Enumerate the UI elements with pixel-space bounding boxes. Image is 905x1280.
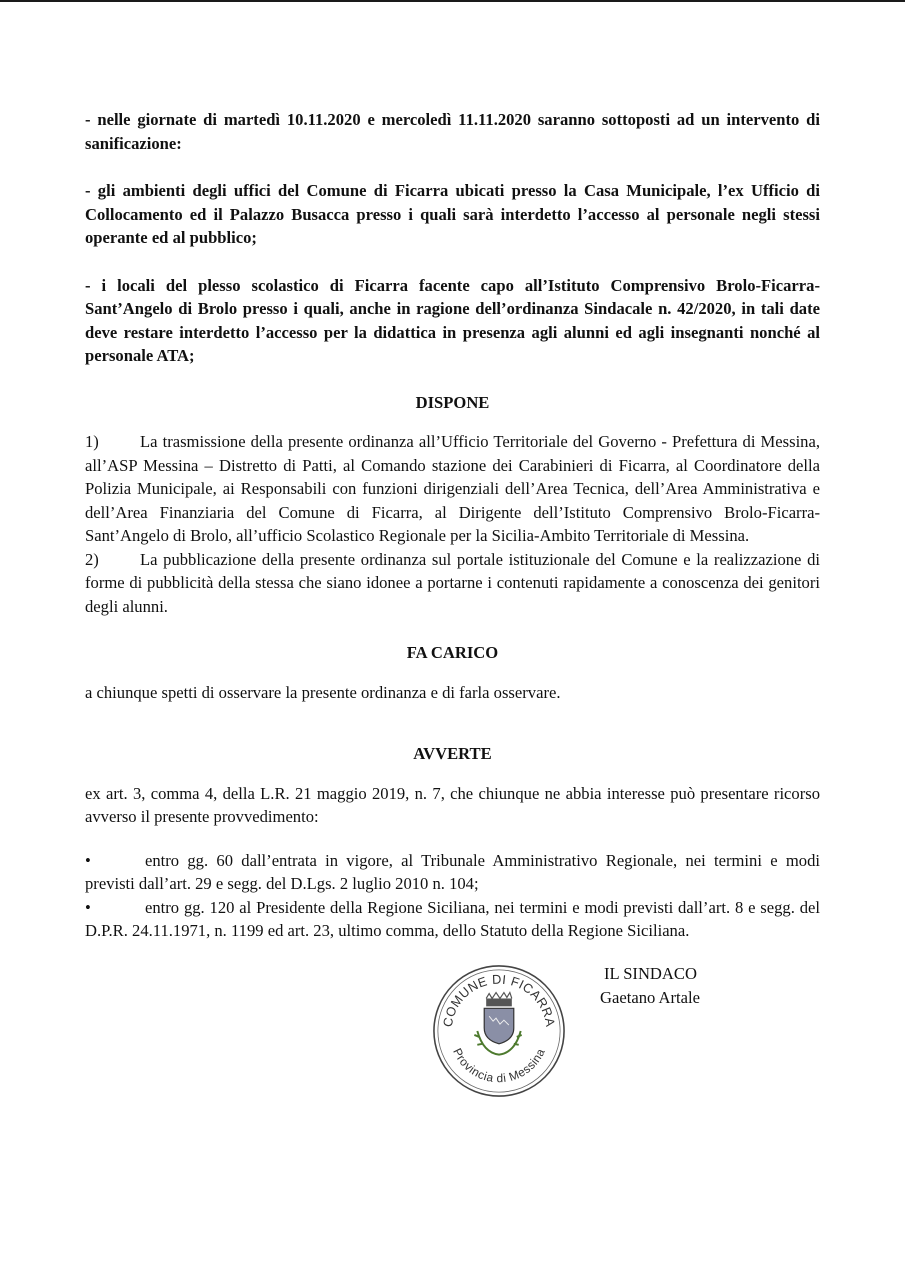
item-text: La pubblicazione della presente ordinanza sul portale istituzionale del Comune e la realizzazione di forme di pubblicità della stessa che siano idonee a portarne i contenuti rapidamente a conoscenza dei genitori degli alunni. [85, 549, 820, 616]
bullet-mark: • [85, 850, 91, 870]
paragraph-office-environments: - gli ambienti degli uffici del Comune di Ficarra ubicati presso la Casa Municipale, l’ex Ufficio di Collocamento ed il Palazzo Busacca presso i quali sarà interdetto l’accesso al personale negli stessi operante ed al pubblico; [85, 181, 820, 247]
bullet-text: entro gg. 60 dall’entrata in vigore, al Tribunale Amministrativo Regionale, nei termini e modi previsti dall’art. 29 e segg. del D.Lgs. 2 luglio 2010 n. 104; [85, 850, 820, 893]
heading-fa-carico: FA CARICO [406, 643, 499, 662]
avverte-bullet-1 [85, 849, 820, 896]
item-number: 1) [85, 432, 99, 451]
page-top-border [0, 0, 905, 2]
seal-bottom-text: Provincia di Messina [450, 1045, 548, 1086]
dispone-item-1 [85, 430, 820, 548]
signature-block [600, 962, 700, 1010]
document-body [85, 108, 820, 943]
item-number: 2) [85, 549, 99, 569]
paragraph-sanification-dates: - nelle giornate di martedì 10.11.2020 e mercoledì 11.11.2020 saranno sottoposti ad un intervento di sanificazione: [85, 110, 820, 153]
signature-title: IL SINDACO [604, 964, 697, 983]
bullet-mark: • [85, 897, 91, 917]
heading-avverte: AVVERTE [413, 744, 492, 763]
heading-dispone: DISPONE [415, 392, 490, 412]
bullet-text: entro gg. 120 al Presidente della Regione Siciliana, nei termini e modi previsti dall’art. 8 e segg. del D.P.R. 24.11.1971, n. 1199 ed art. 23, ultimo comma, dello Statuto della Regione Siciliana. [85, 897, 820, 940]
avverte-bullet-2 [85, 896, 820, 943]
item-text: La trasmissione della presente ordinanza all’Ufficio Territoriale del Governo - Prefettura di Messina, all’ASP Messina – Distretto di Patti, al Comando stazione dei Carabinieri di Ficarra, al Coordinatore della Polizia Municipale, ai Responsabili con funzioni dirigenziali dell’Area Tecnica, dell’Area Amministrativa e dell’Area Finanziaria del Comune di Ficarra, al Dirigente dell’Istituto Comprensivo Brolo-Ficarra-Sant’Angelo di Brolo, all’ufficio Scolastico Regionale per la Sicilia-Ambito Territoriale di Messina. [85, 432, 820, 545]
paragraph-school-premises: - i locali del plesso scolastico di Ficarra facente capo all’Istituto Comprensivo Brolo-Ficarra-Sant’Angelo di Brolo presso i quali, anche in ragione dell’ordinanza Sindacale n. 42/2020, in tali date deve restare interdetto l’accesso per la didattica in presenza agli alunni ed agli insegnanti nonché al personale ATA; [85, 275, 820, 365]
crest-icon [474, 993, 521, 1055]
municipal-seal [430, 962, 568, 1100]
dispone-item-2 [85, 548, 820, 619]
seal-top-text: COMUNE DI FICARRA [439, 971, 559, 1028]
fa-carico-text: a chiunque spetti di osservare la presente ordinanza e di farla osservare. [85, 682, 561, 702]
signature-name: Gaetano Artale [600, 988, 700, 1007]
avverte-intro: ex art. 3, comma 4, della L.R. 21 maggio 2019, n. 7, che chiunque ne abbia interesse può presentare ricorso avverso il presente provvedimento: [85, 783, 820, 826]
